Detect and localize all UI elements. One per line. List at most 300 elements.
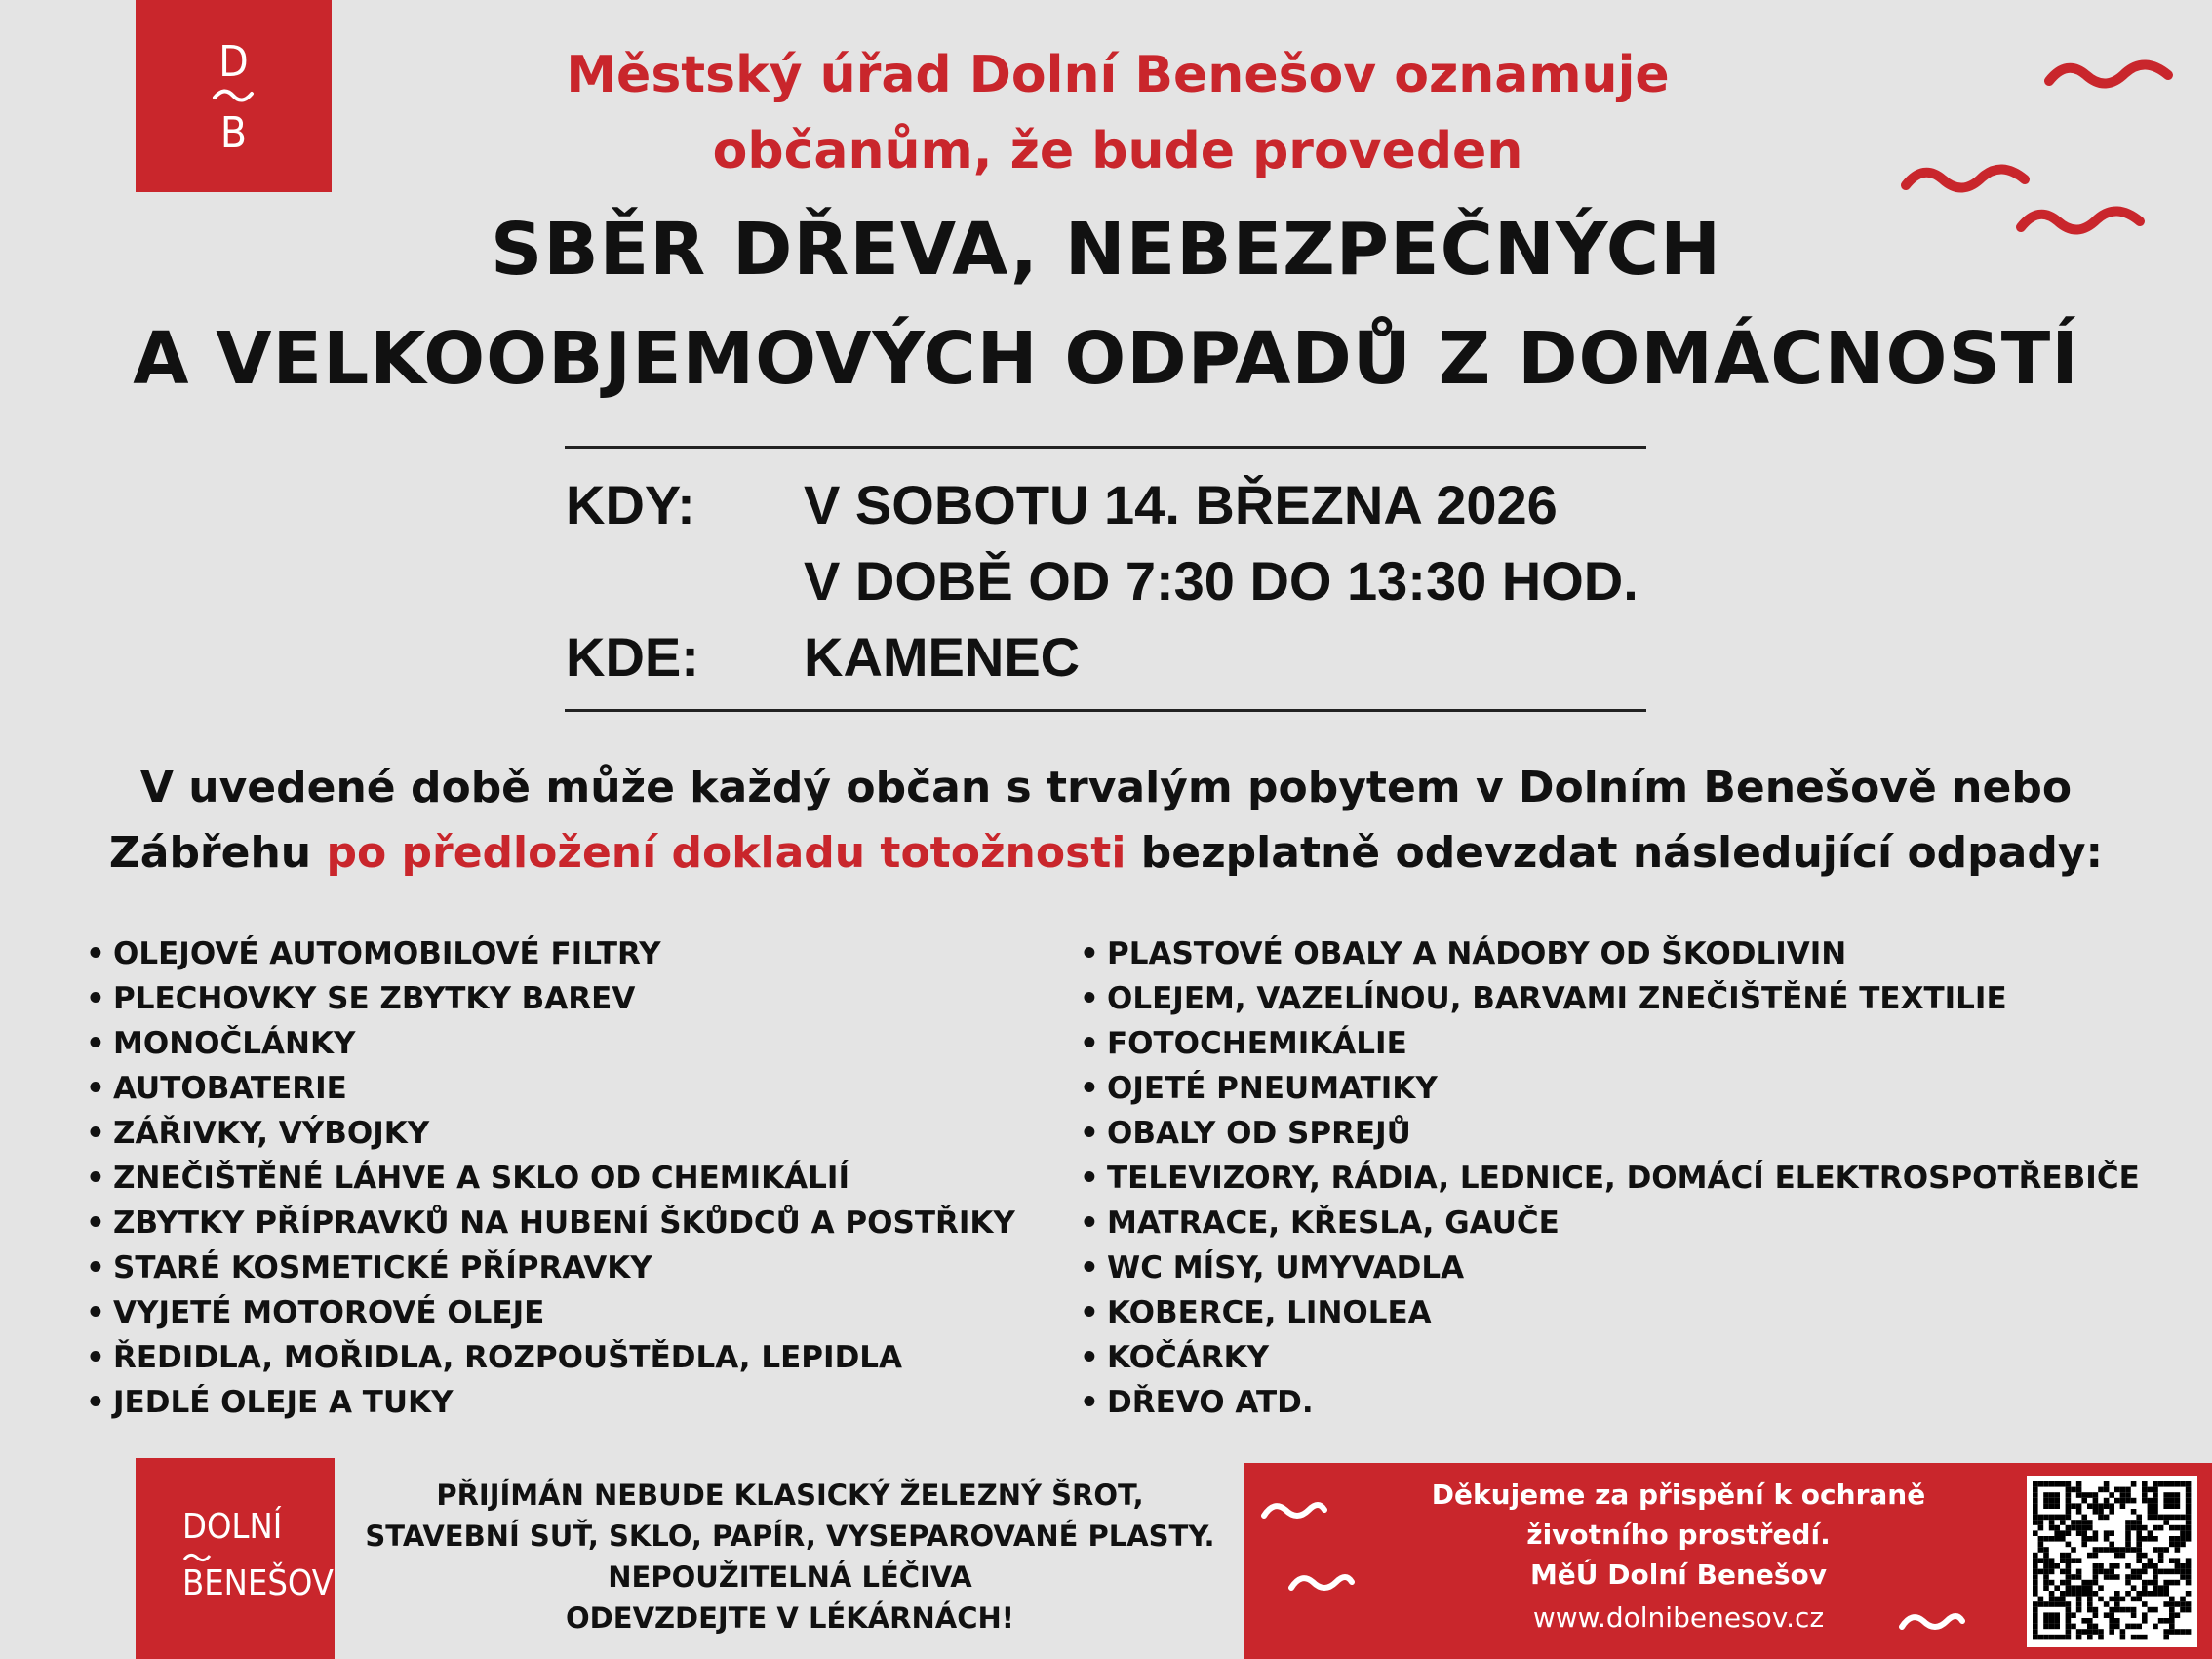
waste-item: • OBALY OD SPREJŮ (1080, 1111, 2140, 1156)
qr-module (2049, 1569, 2055, 1575)
qr-module (2114, 1547, 2120, 1553)
qr-module (2186, 1492, 2192, 1498)
qr-module (2098, 1585, 2104, 1591)
qr-module (2038, 1635, 2044, 1640)
qr-module (2169, 1624, 2175, 1630)
qr-module (2054, 1585, 2060, 1591)
qr-module (2120, 1547, 2126, 1553)
qr-module (2076, 1487, 2082, 1493)
qr-module (2148, 1563, 2153, 1569)
qr-module (2076, 1558, 2082, 1563)
qr-module (2186, 1607, 2192, 1613)
qr-module (2104, 1536, 2110, 1542)
qr-module (2081, 1618, 2087, 1624)
qr-module (2109, 1563, 2114, 1569)
waste-item: • PLECHOVKY SE ZBYTKY BAREV (86, 976, 1015, 1021)
qr-module (2175, 1547, 2181, 1553)
qr-module (2158, 1569, 2164, 1575)
qr-module (2180, 1569, 2186, 1575)
qr-module (2175, 1563, 2181, 1569)
qr-module (2131, 1481, 2137, 1487)
logo-letter-b: B (219, 108, 248, 158)
qr-module (2120, 1487, 2126, 1493)
qr-module (2066, 1525, 2072, 1531)
qr-module (2104, 1498, 2110, 1504)
qr-module (2043, 1481, 2049, 1487)
qr-module (2066, 1498, 2072, 1504)
qr-module (2136, 1558, 2142, 1563)
qr-module (2163, 1503, 2169, 1509)
qr-module (2136, 1635, 2142, 1640)
qr-module (2142, 1563, 2148, 1569)
qr-module (2153, 1487, 2158, 1493)
qr-module (2049, 1563, 2055, 1569)
where-label: KDE: (566, 626, 699, 688)
qr-module (2087, 1536, 2093, 1542)
qr-module (2081, 1530, 2087, 1536)
qr-module (2033, 1487, 2038, 1493)
qr-module (2131, 1520, 2137, 1525)
qr-module (2180, 1530, 2186, 1536)
qr-module (2142, 1498, 2148, 1504)
qr-module (2066, 1509, 2072, 1515)
qr-module (2038, 1558, 2044, 1563)
qr-module (2180, 1536, 2186, 1542)
qr-module (2049, 1624, 2055, 1630)
qr-module (2163, 1635, 2169, 1640)
note-line: ODEVZDEJTE V LÉKÁRNÁCH! (566, 1601, 1014, 1635)
qr-module (2087, 1525, 2093, 1531)
qr-module (2175, 1629, 2181, 1635)
qr-module (2043, 1536, 2049, 1542)
when-time: V DOBĚ OD 7:30 DO 13:30 HOD. (804, 550, 1639, 612)
qr-module (2169, 1569, 2175, 1575)
qr-module (2071, 1525, 2076, 1531)
qr-module (2153, 1580, 2158, 1586)
qr-module (2066, 1553, 2072, 1559)
qr-module (2093, 1509, 2099, 1515)
qr-module (2186, 1481, 2192, 1487)
qr-module (2131, 1607, 2137, 1613)
qr-module (2114, 1553, 2120, 1559)
title-line-1: SBĚR DŘEVA, NEBEZPEČNÝCH (490, 208, 1722, 292)
qr-module (2033, 1629, 2038, 1635)
website-link[interactable]: www.dolnibenesov.cz (1532, 1601, 1825, 1634)
qr-module (2076, 1591, 2082, 1597)
qr-module (2081, 1580, 2087, 1586)
waste-item: • OLEJEM, VAZELÍNOU, BARVAMI ZNEČIŠTĚNÉ TEXTILIE (1080, 976, 2140, 1021)
qr-module (2109, 1624, 2114, 1630)
qr-module (2093, 1629, 2099, 1635)
qr-module (2043, 1635, 2049, 1640)
qr-module (2163, 1498, 2169, 1504)
qr-module (2125, 1580, 2131, 1586)
waste-list-right (1080, 931, 2140, 1425)
note-line: STAVEBNÍ SUŤ, SKLO, PAPÍR, VYSEPAROVANÉ PLASTY. (365, 1520, 1215, 1553)
thanks-line: Děkujeme za přispění k ochraně (1431, 1479, 1926, 1511)
qr-module (2093, 1536, 2099, 1542)
qr-module (2093, 1591, 2099, 1597)
qr-module (2136, 1547, 2142, 1553)
paragraph-line-2 (0, 820, 2212, 886)
qr-module (2125, 1563, 2131, 1569)
qr-module (2142, 1569, 2148, 1575)
logo-wave-icon (182, 1551, 212, 1564)
qr-module (2153, 1585, 2158, 1591)
qr-module (2148, 1515, 2153, 1521)
qr-module (2114, 1487, 2120, 1493)
qr-module (2049, 1520, 2055, 1525)
qr-module (2076, 1635, 2082, 1640)
qr-module (2142, 1525, 2148, 1531)
qr-module (2093, 1574, 2099, 1580)
qr-module (2131, 1612, 2137, 1618)
qr-module (2098, 1503, 2104, 1509)
qr-module (2071, 1612, 2076, 1618)
qr-module (2131, 1574, 2137, 1580)
qr-module (2114, 1563, 2120, 1569)
qr-module (2054, 1601, 2060, 1607)
thanks-text (1323, 1475, 2034, 1595)
qr-module (2131, 1569, 2137, 1575)
qr-module (2153, 1503, 2158, 1509)
qr-module (2033, 1503, 2038, 1509)
qr-module (2081, 1515, 2087, 1521)
qr-module (2186, 1530, 2192, 1536)
qr-module (2093, 1553, 2099, 1559)
qr-module (2109, 1607, 2114, 1613)
qr-module (2158, 1585, 2164, 1591)
qr-module (2163, 1520, 2169, 1525)
qr-module (2104, 1569, 2110, 1575)
qr-module (2049, 1601, 2055, 1607)
qr-module (2131, 1498, 2137, 1504)
qr-module (2060, 1553, 2066, 1559)
qr-module (2136, 1624, 2142, 1630)
qr-module (2125, 1530, 2131, 1536)
qr-module (2054, 1624, 2060, 1630)
qr-module (2120, 1498, 2126, 1504)
qr-code[interactable] (2027, 1476, 2197, 1647)
qr-module (2175, 1536, 2181, 1542)
qr-module (2081, 1498, 2087, 1504)
waste-item: • VYJETÉ MOTOROVÉ OLEJE (86, 1290, 1015, 1335)
qr-module (2114, 1618, 2120, 1624)
qr-module (2153, 1607, 2158, 1613)
qr-module (2180, 1629, 2186, 1635)
logo-letter-d: D (218, 37, 249, 87)
qr-module (2087, 1520, 2093, 1525)
qr-module (2060, 1601, 2066, 1607)
qr-module (2054, 1503, 2060, 1509)
qr-module (2033, 1515, 2038, 1521)
qr-module (2060, 1515, 2066, 1521)
qr-module (2093, 1569, 2099, 1575)
qr-module (2076, 1597, 2082, 1602)
waste-item: • ZNEČIŠTĚNÉ LÁHVE A SKLO OD CHEMIKÁLIÍ (86, 1156, 1015, 1201)
waste-item: • ŘEDIDLA, MOŘIDLA, ROZPOUŠTĚDLA, LEPIDLA (86, 1335, 1015, 1380)
qr-module (2125, 1591, 2131, 1597)
qr-module (2158, 1558, 2164, 1563)
title-line-2: A VELKOOBJEMOVÝCH ODPADŮ Z DOMÁCNOSTÍ (133, 317, 2079, 401)
qr-module (2136, 1597, 2142, 1602)
qr-module (2033, 1530, 2038, 1536)
qr-module (2120, 1492, 2126, 1498)
qr-module (2093, 1492, 2099, 1498)
qr-module (2043, 1574, 2049, 1580)
waste-item: • TELEVIZORY, RÁDIA, LEDNICE, DOMÁCÍ ELEKTROSPOTŘEBIČE (1080, 1156, 2140, 1201)
qr-module (2076, 1525, 2082, 1531)
info-paragraph (0, 755, 2212, 886)
qr-module (2098, 1547, 2104, 1553)
waste-item: • ZÁŘIVKY, VÝBOJKY (86, 1111, 1015, 1156)
qr-module (2087, 1624, 2093, 1630)
waste-item: • AUTOBATERIE (86, 1066, 1015, 1111)
qr-module (2038, 1597, 2044, 1602)
qr-module (2180, 1481, 2186, 1487)
qr-module (2081, 1591, 2087, 1597)
qr-module (2114, 1498, 2120, 1504)
qr-module (2163, 1591, 2169, 1597)
qr-module (2125, 1607, 2131, 1613)
qr-module (2148, 1607, 2153, 1613)
qr-module (2033, 1624, 2038, 1630)
qr-module (2093, 1580, 2099, 1586)
qr-module (2093, 1607, 2099, 1613)
qr-module (2186, 1536, 2192, 1542)
qr-module (2148, 1498, 2153, 1504)
qr-module (2120, 1607, 2126, 1613)
logo-bottom (136, 1458, 335, 1659)
qr-module (2066, 1503, 2072, 1509)
qr-module (2104, 1481, 2110, 1487)
qr-module (2054, 1525, 2060, 1531)
qr-module (2087, 1618, 2093, 1624)
qr-module (2136, 1520, 2142, 1525)
qr-module (2076, 1492, 2082, 1498)
when-date: V SOBOTU 14. BŘEZNA 2026 (804, 474, 1558, 535)
qr-module (2169, 1629, 2175, 1635)
paragraph-line-1: V uvedené době může každý občan s trvalým pobytem v Dolním Benešově nebo (139, 763, 2073, 812)
qr-module (2125, 1624, 2131, 1630)
waste-item: • DŘEVO ATD. (1080, 1380, 2140, 1425)
qr-module (2136, 1525, 2142, 1531)
qr-module (2180, 1525, 2186, 1531)
qr-module (2033, 1612, 2038, 1618)
qr-module (2043, 1503, 2049, 1509)
logo-line-2: BENEŠOV (182, 1563, 334, 1603)
qr-module (2175, 1515, 2181, 1521)
qr-module (2076, 1503, 2082, 1509)
qr-module (2114, 1607, 2120, 1613)
qr-module (2054, 1597, 2060, 1602)
qr-module (2071, 1624, 2076, 1630)
qr-module (2153, 1509, 2158, 1515)
qr-module (2038, 1525, 2044, 1531)
qr-module (2163, 1585, 2169, 1591)
qr-module (2136, 1530, 2142, 1536)
qr-module (2033, 1574, 2038, 1580)
qr-module (2169, 1618, 2175, 1624)
qr-module (2049, 1612, 2055, 1618)
qr-module (2054, 1536, 2060, 1542)
qr-module (2142, 1481, 2148, 1487)
qr-module (2060, 1558, 2066, 1563)
qr-module (2109, 1612, 2114, 1618)
waste-item: • WC MÍSY, UMYVADLA (1080, 1245, 2140, 1290)
qr-module (2175, 1601, 2181, 1607)
qr-module (2033, 1618, 2038, 1624)
qr-module (2131, 1509, 2137, 1515)
qr-module (2186, 1520, 2192, 1525)
waste-item: • JEDLÉ OLEJE A TUKY (86, 1380, 1015, 1425)
qr-module (2043, 1563, 2049, 1569)
qr-module (2180, 1607, 2186, 1613)
qr-module (2071, 1591, 2076, 1597)
qr-module (2125, 1520, 2131, 1525)
qr-module (2169, 1492, 2175, 1498)
qr-module (2169, 1515, 2175, 1521)
qr-module (2186, 1574, 2192, 1580)
qr-module (2169, 1536, 2175, 1542)
qr-module (2104, 1574, 2110, 1580)
qr-module (2060, 1530, 2066, 1536)
qr-module (2066, 1542, 2072, 1548)
qr-module (2104, 1515, 2110, 1521)
qr-module (2136, 1553, 2142, 1559)
waste-item: • MONOČLÁNKY (86, 1021, 1015, 1066)
qr-module (2066, 1530, 2072, 1536)
qr-module (2076, 1509, 2082, 1515)
qr-module (2163, 1569, 2169, 1575)
qr-module (2169, 1558, 2175, 1563)
qr-module (2060, 1591, 2066, 1597)
qr-module (2093, 1612, 2099, 1618)
qr-module (2060, 1569, 2066, 1575)
qr-module (2066, 1481, 2072, 1487)
qr-module (2136, 1536, 2142, 1542)
qr-module (2038, 1547, 2044, 1553)
qr-module (2033, 1558, 2038, 1563)
qr-module (2076, 1574, 2082, 1580)
qr-module (2148, 1580, 2153, 1586)
paragraph-text: bezplatně odevzdat následující odpady: (1126, 828, 2104, 878)
qr-module (2163, 1492, 2169, 1498)
qr-module (2033, 1520, 2038, 1525)
qr-module (2054, 1618, 2060, 1624)
qr-module (2033, 1607, 2038, 1613)
thanks-line: životního prostředí. (1526, 1519, 1831, 1551)
qr-module (2098, 1515, 2104, 1521)
qr-module (2148, 1536, 2153, 1542)
qr-module (2043, 1580, 2049, 1586)
qr-module (2098, 1629, 2104, 1635)
qr-module (2081, 1542, 2087, 1548)
qr-module (2125, 1574, 2131, 1580)
qr-module (2186, 1629, 2192, 1635)
qr-module (2153, 1624, 2158, 1630)
qr-module (2186, 1498, 2192, 1504)
qr-module (2098, 1569, 2104, 1575)
qr-module (2043, 1492, 2049, 1498)
qr-module (2163, 1481, 2169, 1487)
qr-module (2169, 1498, 2175, 1504)
qr-module (2169, 1601, 2175, 1607)
qr-module (2049, 1597, 2055, 1602)
qr-module (2076, 1585, 2082, 1591)
qr-module (2175, 1525, 2181, 1531)
qr-module (2038, 1601, 2044, 1607)
qr-module (2038, 1481, 2044, 1487)
qr-module (2142, 1612, 2148, 1618)
qr-module (2066, 1612, 2072, 1618)
qr-module (2087, 1492, 2093, 1498)
qr-module (2066, 1492, 2072, 1498)
qr-module (2071, 1487, 2076, 1493)
qr-module (2142, 1553, 2148, 1559)
qr-module (2066, 1601, 2072, 1607)
waste-item: • ZBYTKY PŘÍPRAVKŮ NA HUBENÍ ŠKŮDCŮ A POSTŘIKY (86, 1201, 1015, 1245)
qr-module (2114, 1597, 2120, 1602)
qr-module (2153, 1492, 2158, 1498)
note-line: NEPOUŽITELNÁ LÉČIVA (608, 1560, 972, 1594)
qr-module (2066, 1574, 2072, 1580)
qr-module (2098, 1509, 2104, 1515)
qr-module (2043, 1624, 2049, 1630)
qr-module (2081, 1520, 2087, 1525)
announcement-heading (0, 37, 2212, 189)
note-line: PŘIJÍMÁN NEBUDE KLASICKÝ ŽELEZNÝ ŠROT, (436, 1479, 1144, 1512)
qr-module (2043, 1601, 2049, 1607)
qr-module (2033, 1498, 2038, 1504)
qr-module (2033, 1509, 2038, 1515)
qr-module (2163, 1515, 2169, 1521)
qr-module (2043, 1515, 2049, 1521)
qr-module (2033, 1580, 2038, 1586)
qr-module (2060, 1481, 2066, 1487)
qr-module (2071, 1574, 2076, 1580)
qr-module (2093, 1530, 2099, 1536)
heading-line-1: Městský úřad Dolní Benešov oznamuje (566, 46, 1670, 104)
qr-module (2109, 1547, 2114, 1553)
qr-module (2109, 1503, 2114, 1509)
qr-module (2071, 1520, 2076, 1525)
qr-module (2136, 1515, 2142, 1521)
qr-module (2120, 1553, 2126, 1559)
qr-module (2043, 1618, 2049, 1624)
qr-module (2186, 1503, 2192, 1509)
qr-module (2131, 1547, 2137, 1553)
qr-module (2093, 1563, 2099, 1569)
qr-module (2087, 1553, 2093, 1559)
qr-module (2033, 1553, 2038, 1559)
logo-line-1: DOLNÍ (182, 1507, 283, 1547)
waste-item: • MATRACE, KŘESLA, GAUČE (1080, 1201, 2140, 1245)
qr-module (2153, 1569, 2158, 1575)
qr-module (2071, 1547, 2076, 1553)
qr-module (2114, 1574, 2120, 1580)
qr-module (2136, 1569, 2142, 1575)
qr-module (2136, 1542, 2142, 1548)
qr-module (2153, 1591, 2158, 1597)
qr-module (2169, 1612, 2175, 1618)
qr-module (2076, 1520, 2082, 1525)
qr-module (2087, 1580, 2093, 1586)
qr-module (2033, 1635, 2038, 1640)
qr-module (2054, 1612, 2060, 1618)
qr-module (2054, 1563, 2060, 1569)
qr-module (2158, 1547, 2164, 1553)
